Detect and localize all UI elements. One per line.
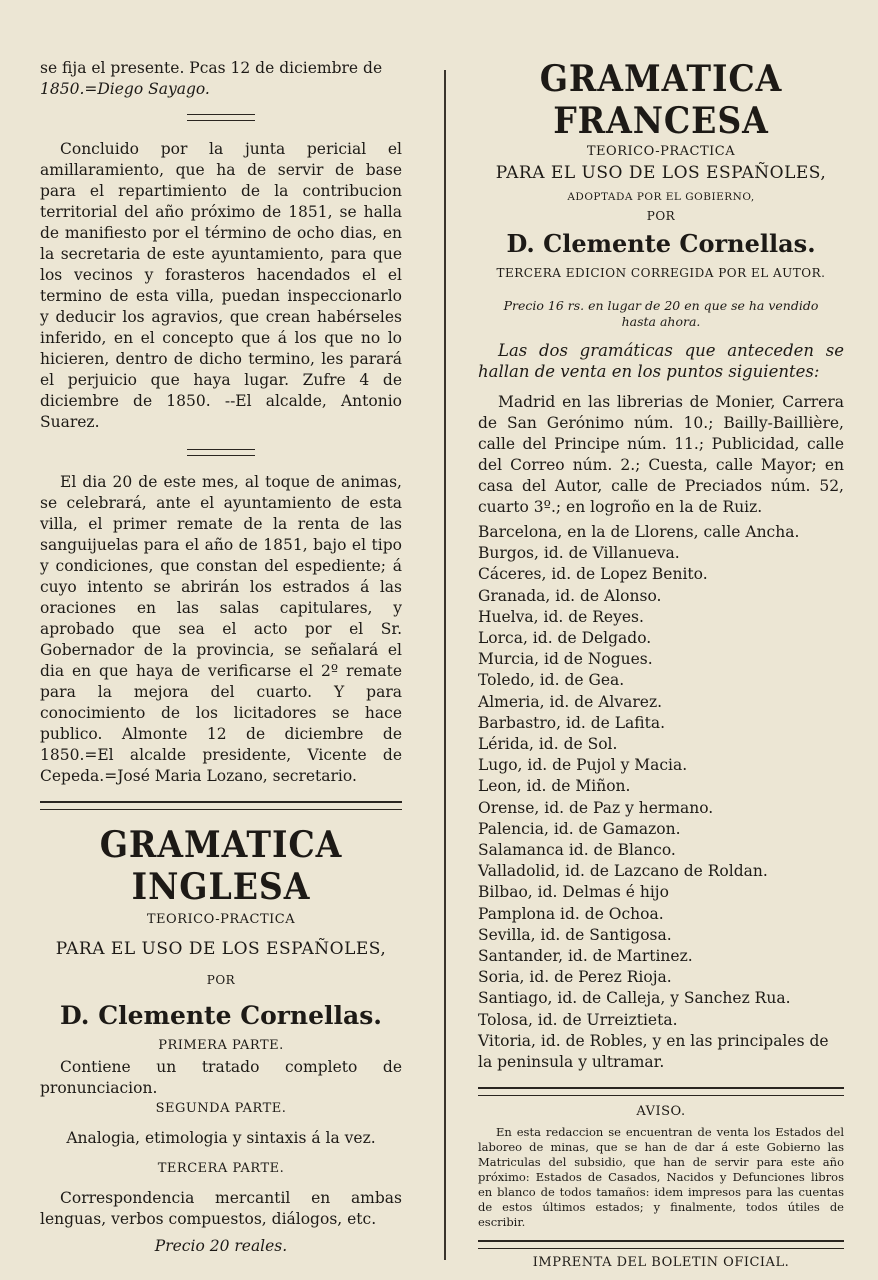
list-item: Barbastro, id. de Lafita.: [478, 713, 666, 732]
list-item: Sevilla, id. de Santigosa.: [478, 925, 672, 944]
list-item: Vitoria, id. de Robles, y en las principales de la peninsula y ultramar.: [478, 1031, 829, 1072]
list-item: Burgos, id. de Villanueva.: [478, 544, 680, 563]
left-column: [40, 58, 402, 1257]
list-item: Almeria, id. de Alvarez.: [478, 692, 663, 711]
list-item: Soria, id. de Perez Rioja.: [478, 968, 672, 987]
aviso-title: AVISO.: [636, 1104, 686, 1120]
list-item: Orense, id. de Paz y hermano.: [478, 798, 714, 817]
ad-title: GRAMATICA INGLESA: [99, 824, 343, 908]
list-item: Murcia, id de Nogues.: [478, 650, 653, 669]
ad-fr-author: D. Clemente Cornellas.: [506, 229, 816, 258]
notice-amillaramiento: Concluido por la junta pericial el amillaramiento, que ha de servir de base para el repartimiento de la contribucion territorial del año próximo de 1851, se halla de manifiesto por el término de ocho dias, en la secretaria de este ayuntamiento, para que los vecinos y forasteros hacendados el el termino de esta villa, puedan inspeccionarlo y deducir los agravios, que crean habérseles inferido, en el concepto que á los que no lo hicieren, dentro de dicho termino, les parará el perjuicio que haya lugar. Zufre 4 de diciembre de 1850. --El alcalde, Antonio Suarez.: [40, 140, 402, 431]
ad-part2-heading: SEGUNDA PARTE.: [155, 1101, 287, 1116]
ad-part3-heading: TERCERA PARTE.: [157, 1161, 285, 1176]
ad-fr-price-note: Precio 16 rs. en lugar de 20 en que se ha vendido hasta ahora.: [503, 298, 819, 329]
separator: [187, 449, 255, 456]
ad-part2-text: Analogia, etimologia y sintaxis á la vez.: [66, 1129, 376, 1147]
section-rule: [478, 1087, 844, 1096]
list-item: Salamanca id. de Blanco.: [478, 841, 676, 860]
imprint: IMPRENTA DEL BOLETIN OFICIAL.: [532, 1255, 790, 1271]
ad-fr-edition: TERCERA EDICION CORREGIDA POR EL AUTOR.: [496, 266, 826, 280]
ad-fr-subtitle: TEORICO-PRACTICA: [586, 144, 736, 159]
column-divider: [444, 70, 446, 1260]
ad-por: POR: [206, 973, 236, 987]
list-item: Cáceres, id. de Lopez Benito.: [478, 565, 708, 584]
ad-fr-intro: Las dos gramáticas que anteceden se hallan de venta en los puntos siguientes:: [478, 341, 844, 381]
list-item: Lérida, id. de Sol.: [478, 735, 618, 754]
list-item: Santander, id. de Martinez.: [478, 947, 693, 966]
list-item: Valladolid, id. de Lazcano de Roldan.: [478, 862, 768, 881]
ad-gramatica-inglesa: [40, 824, 402, 1257]
list-item: Huelva, id. de Reyes.: [478, 607, 644, 626]
notice-sanguijuelas: El dia 20 de este mes, al toque de animas, se celebrará, ante el ayuntamiento de esta villa, el primer remate de la renta de las sanguijuelas para el año de 1851, bajo el tipo y condiciones, que constan del espediente; á cuyo intento se abrirán los estrados á las oraciones en las salas capitulares, y aprobado que sea el acto por el Sr. Gobernador de la provincia, se señalará el dia en que haya de verificarse el 2º remate para la mejora del cuarto. Y para conocimiento de los licitadores se hace publico. Almonte 12 de diciembre de 1850.=El alcalde presidente, Vicente de Cepeda.=José Maria Lozano, secretario.: [40, 473, 402, 785]
ad-fr-purpose: PARA EL USO DE LOS ESPAÑOLES,: [495, 163, 827, 183]
list-item: Bilbao, id. Delmas é hijo: [478, 883, 669, 902]
list-item: Granada, id. de Alonso.: [478, 586, 662, 605]
list-item: Palencia, id. de Gamazon.: [478, 819, 681, 838]
section-rule: [40, 801, 402, 810]
ad-part3-text: Correspondencia mercantil en ambas lenguas, verbos compuestos, diálogos, etc.: [40, 1189, 402, 1228]
places-list: [478, 522, 844, 1073]
right-column: [478, 58, 844, 1270]
aviso-text: En esta redaccion se encuentran de venta los Estados del laboreo de minas, que se han de dar á este Gobierno las Matriculas del subsidio, que han de servir para este año próximo: Estados de Casados, Nacidos y Defunciones libros en blanco de todos tamaños: idem impresos para las cuentas de estos últimos estados; y finalmente, todos útiles de escribir.: [478, 1125, 844, 1230]
ad-subtitle: TEORICO-PRACTICA: [146, 912, 296, 927]
ad-price: Precio 20 reales.: [154, 1237, 288, 1255]
ad-fr-por: POR: [646, 209, 676, 223]
notice-top-line-2: 1850.=Diego Sayago.: [40, 80, 210, 98]
ad-part1-heading: PRIMERA PARTE.: [158, 1038, 284, 1053]
list-item: Tolosa, id. de Urreiztieta.: [478, 1010, 678, 1029]
list-item: Lugo, id. de Pujol y Macia.: [478, 756, 688, 775]
section-rule: [478, 1240, 844, 1249]
ad-part1-text: Contiene un tratado completo de pronunciacion.: [40, 1058, 402, 1097]
ad-fr-madrid: Madrid en las librerias de Monier, Carrera de San Gerónimo núm. 10.; Bailly-Baillière, calle del Principe núm. 11.; Publicidad, calle del Correo núm. 2.; Cuesta, calle Mayor; en casa del Autor, calle de Preciados núm. 52, cuarto 3º.; en logroño en la de Ruiz.: [478, 393, 844, 516]
list-item: Lorca, id. de Delgado.: [478, 629, 652, 648]
separator: [187, 114, 255, 121]
notice-top-line-1: se fija el presente. Pcas 12 de diciembre de: [40, 59, 383, 77]
list-item: Leon, id. de Miñon.: [478, 777, 631, 796]
ad-purpose: PARA EL USO DE LOS ESPAÑOLES,: [55, 939, 387, 959]
list-item: Toledo, id. de Gea.: [478, 671, 625, 690]
list-item: Pamplona id. de Ochoa.: [478, 904, 664, 923]
ad-fr-adopted: ADOPTADA POR EL GOBIERNO,: [567, 191, 755, 203]
list-item: Barcelona, en la de Llorens, calle Ancha.: [478, 523, 800, 541]
list-item: Santiago, id. de Calleja, y Sanchez Rua.: [478, 989, 791, 1008]
ad-author: D. Clemente Cornellas.: [60, 1001, 382, 1030]
ad-fr-title: GRAMATICA FRANCESA: [539, 58, 783, 142]
